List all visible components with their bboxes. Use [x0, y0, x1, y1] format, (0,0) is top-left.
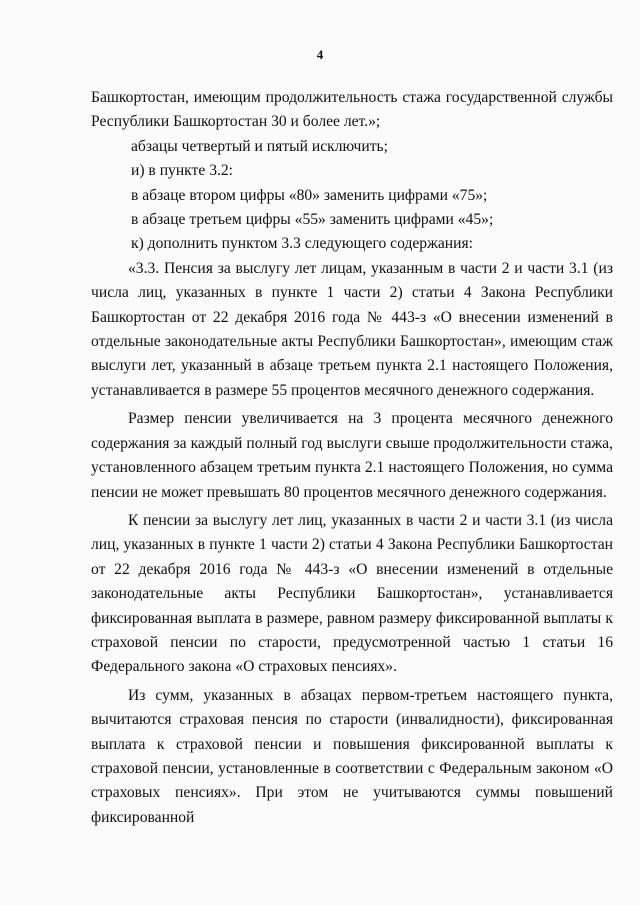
paragraph-3: и) в пункте 3.2:	[131, 162, 234, 180]
paragraph-4: в абзаце втором цифры «80» заменить цифрами «75»;	[131, 186, 488, 204]
document-body	[91, 86, 613, 830]
paragraph-1: Башкортостан, имеющим продолжительность стажа государственной службы Республики Башкортостан 30 и более лет.»;	[91, 89, 613, 131]
paragraph-8: Размер пенсии увеличивается на 3 процента месячного денежного содержания за каждый полный год выслуги свыше продолжительности стажа, установленного абзацем третьим пункта 2.1 настоящего Положения, но сумма пенсии не может превышать 80 процентов месячного денежного содержания.	[91, 410, 613, 501]
paragraph-7: «3.3. Пенсия за выслугу лет лицам, указанным в части 2 и части 3.1 (из числа лиц, указанных в пункте 1 части 2) статьи 4 Закона Республики Башкортостан от 22 декабря 2016 года № 443-з «О внесении изменений в отдельные законодательные акты Республики Башкортостан», имеющим стаж выслуги лет, указанный в абзаце третьем пункта 2.1 настоящего Положения, устанавливается в размере 55 процентов месячного денежного содержания.	[91, 259, 613, 399]
paragraph-2: абзацы четвертый и пятый исключить;	[131, 137, 388, 155]
page-number: 4	[316, 47, 324, 62]
paragraph-6: к) дополнить пунктом 3.3 следующего содержания:	[131, 235, 473, 253]
paragraph-5: в абзаце третьем цифры «55» заменить цифрами «45»;	[131, 211, 494, 229]
paragraph-10: Из сумм, указанных в абзацах первом-третьем настоящего пункта, вычитаются страховая пенсия по старости (инвалидности), фиксированная выплата к страховой пенсии и повышения фиксированной выплаты к страховой пенсии, установленные в соответствии с Федеральным законом «О страховых пенсиях». При этом не учитываются суммы повышений фиксированной	[91, 686, 613, 826]
paragraph-9: К пенсии за выслугу лет лиц, указанных в части 2 и части 3.1 (из числа лиц, указанных в пункте 1 части 2) статьи 4 Закона Республики Башкортостан от 22 декабря 2016 года № 443-з «О внесении изменений в отдельные законодательные акты Республики Башкортостан», устанавливается фиксированная выплата в размере, равном размеру фиксированной выплаты к страховой пенсии по старости, предусмотренной частью 1 статьи 16 Федерального закона «О страховых пенсиях».	[91, 511, 613, 676]
